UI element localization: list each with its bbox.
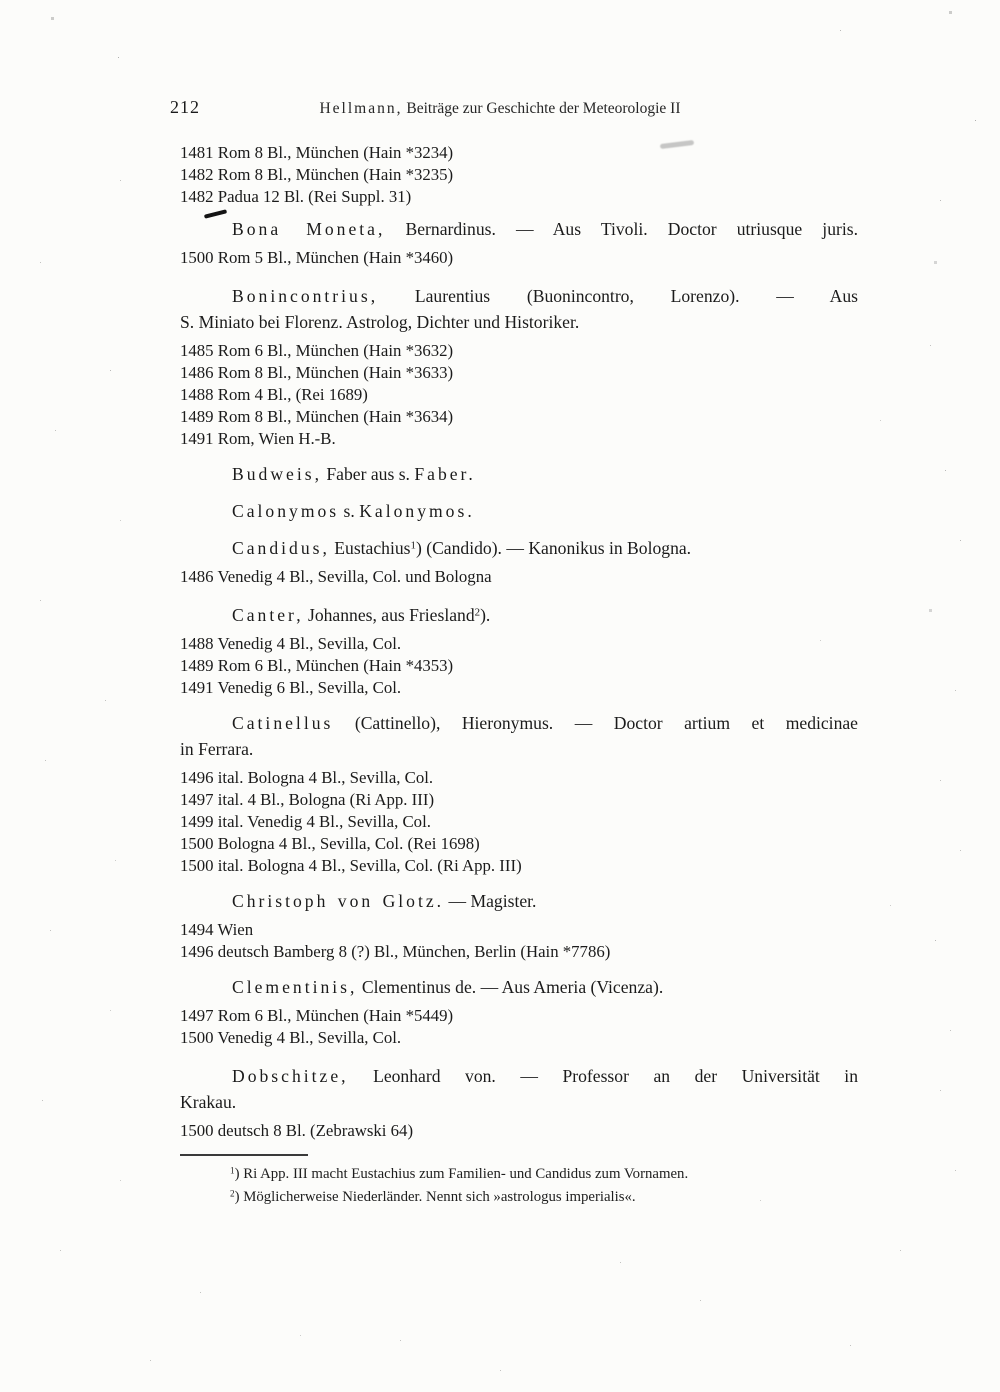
entry-budweis	[180, 461, 858, 487]
entry-line: 1497 ital. 4 Bl., Bologna (Ri App. III)	[180, 790, 435, 809]
entry-heading-line2: Krakau.	[180, 1092, 237, 1112]
entry-line: 1489 Rom 8 Bl., München (Hain *3634)	[180, 407, 454, 426]
entry-headword: Candidus,	[232, 538, 330, 558]
entry-christoph-von-glotz	[180, 888, 858, 914]
entry-headword: Bonincontrius,	[232, 286, 379, 306]
entry-heading-line2: S. Miniato bei Florenz. Astrolog, Dichter und Historiker.	[180, 312, 580, 332]
entry-heading-rest: Clementinus de. — Aus Ameria (Vicenza).	[357, 977, 664, 997]
entry-clementinis	[180, 974, 858, 1000]
entry-line: 1488 Venedig 4 Bl., Sevilla, Col.	[180, 634, 402, 653]
footnote-text: ) Ri App. III macht Eustachius zum Familien- und Candidus zum Vornamen.	[234, 1166, 689, 1182]
entry-line: 1500 deutsch 8 Bl. (Zebrawski 64)	[180, 1121, 414, 1140]
entry-headword: Canter,	[232, 605, 304, 625]
entry-line: 1489 Rom 6 Bl., München (Hain *4353)	[180, 656, 454, 675]
entry-heading-rest2: ) (Candido). — Kanonikus in Bologna.	[415, 538, 692, 558]
entry-line: 1500 Rom 5 Bl., München (Hain *3460)	[180, 248, 454, 267]
entry-crossref: Kalonymos.	[359, 501, 475, 521]
entry-crossref: Faber.	[414, 464, 476, 484]
scan-noise-speckles	[0, 0, 1, 1]
entry-line: 1485 Rom 6 Bl., München (Hain *3632)	[180, 341, 454, 360]
entry-line: 1486 Venedig 4 Bl., Sevilla, Col. und Bologna	[180, 567, 492, 586]
running-title-rest: Beiträge zur Geschichte der Meteorologie II	[402, 100, 681, 117]
entry-line: 1488 Rom 4 Bl., (Rei 1689)	[180, 385, 368, 404]
entry-headword: Clementinis,	[232, 977, 358, 997]
entry-heading-rest: Johannes, aus Friesland	[303, 605, 475, 625]
footnote-marker-1: 1	[230, 1165, 235, 1176]
entry-heading	[180, 974, 858, 1000]
footnote-2	[180, 1186, 858, 1209]
entry-heading-rest2: ).	[480, 605, 491, 625]
entry-heading-rest: Eustachius	[329, 538, 411, 558]
entry-heading-rest: — Magister.	[444, 891, 537, 911]
running-title	[0, 100, 1000, 118]
entry-heading-rest: Bernardinus. — Aus Tivoli. Doctor utriusque juris.	[385, 219, 858, 239]
entry-bona-moneta	[180, 216, 858, 242]
footnote-rule	[180, 1154, 308, 1156]
entry-heading	[180, 461, 858, 487]
entry-line: 1500 Bologna 4 Bl., Sevilla, Col. (Rei 1698)	[180, 834, 480, 853]
footnote-marker-2: 2	[230, 1187, 235, 1198]
entry-heading-rest: s.	[339, 501, 360, 521]
entry-bonincontrius	[180, 283, 858, 335]
entry-heading	[180, 283, 858, 309]
running-title-author: Hellmann,	[319, 100, 403, 117]
entry-catinellus	[180, 710, 858, 762]
footnote-1	[180, 1163, 858, 1186]
entry-candidus	[180, 535, 858, 561]
entry-line: 1481 Rom 8 Bl., München (Hain *3234)	[180, 143, 454, 162]
entry-line: 1491 Venedig 6 Bl., Sevilla, Col.	[180, 678, 402, 697]
entry-line: 1499 ital. Venedig 4 Bl., Sevilla, Col.	[180, 812, 431, 831]
entry-line: 1500 Venedig 4 Bl., Sevilla, Col.	[180, 1028, 402, 1047]
entry-canter	[180, 602, 858, 628]
entry-line: 1482 Padua 12 Bl. (Rei Suppl. 31)	[180, 187, 412, 206]
entry-heading-rest: Faber aus s.	[321, 464, 415, 484]
entry-line: 1497 Rom 6 Bl., München (Hain *5449)	[180, 1006, 454, 1025]
entry-heading-rest: Leonhard von. — Professor an der Universität in	[348, 1066, 858, 1086]
entry-calonymos	[180, 498, 858, 524]
entry-line: 1491 Rom, Wien H.-B.	[180, 429, 336, 448]
entry-line: 1500 ital. Bologna 4 Bl., Sevilla, Col. (Ri App. III)	[180, 856, 522, 875]
entry-heading-rest: (Cattinello), Hieronymus. — Doctor artium et medicinae	[333, 713, 858, 733]
entry-line: 1496 ital. Bologna 4 Bl., Sevilla, Col.	[180, 768, 434, 787]
footnote-ref-2: 2	[474, 606, 481, 619]
entry-heading	[180, 710, 858, 736]
entry-dobschitze	[180, 1063, 858, 1115]
entry-heading-line2: in Ferrara.	[180, 739, 254, 759]
entry-heading	[180, 888, 858, 914]
entry-line: 1486 Rom 8 Bl., München (Hain *3633)	[180, 363, 454, 382]
entry-heading	[180, 1063, 858, 1089]
entry-headword: Christoph von Glotz.	[232, 891, 445, 911]
footnote-ref-1: 1	[410, 539, 416, 552]
entry-heading	[180, 498, 858, 524]
entry-headword: Catinellus	[232, 713, 334, 733]
entry-heading	[180, 535, 858, 561]
entry-line: 1496 deutsch Bamberg 8 (?) Bl., München, Berlin (Hain *7786)	[180, 942, 611, 961]
entry-headword: Dobschitze,	[232, 1066, 349, 1086]
entry-headword: Calonymos	[232, 501, 340, 521]
entry-heading	[180, 602, 858, 628]
entry-line: 1494 Wien	[180, 920, 254, 939]
entry-heading-rest: Laurentius (Buonincontro, Lorenzo). — Aus	[378, 286, 858, 306]
footnote-text: ) Möglicherweise Niederländer. Nennt sich »astrologus imperialis«.	[234, 1188, 636, 1205]
entry-heading	[180, 216, 858, 242]
text-column	[180, 142, 858, 1208]
entry-headword: Budweis,	[232, 464, 322, 484]
page-number: 212	[170, 97, 200, 117]
entry-headword: Bona Moneta,	[232, 219, 386, 239]
entry-line: 1482 Rom 8 Bl., München (Hain *3235)	[180, 165, 454, 184]
